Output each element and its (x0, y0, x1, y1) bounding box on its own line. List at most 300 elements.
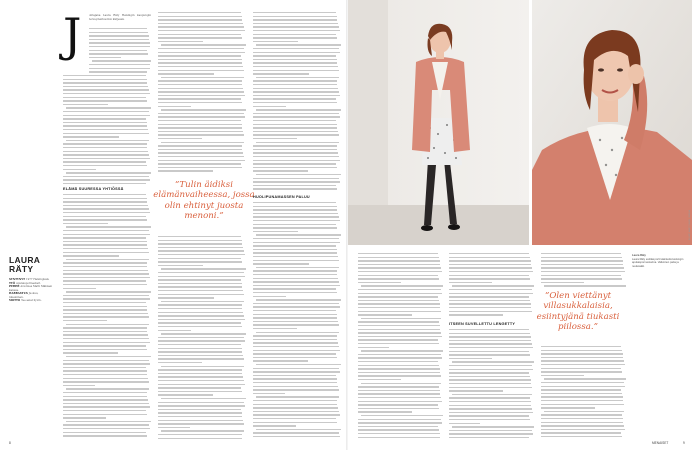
text-line (253, 314, 337, 315)
text-line (89, 28, 147, 29)
text-line (358, 296, 438, 297)
text-line (358, 264, 440, 265)
text-line (358, 253, 438, 254)
text-line (63, 158, 150, 159)
text-line (63, 270, 148, 271)
text-line (158, 124, 242, 125)
text-line (253, 213, 338, 214)
text-line (161, 109, 246, 110)
text-line (253, 37, 337, 38)
text-line (256, 234, 341, 235)
text-line (89, 57, 121, 58)
text-line (452, 285, 534, 286)
text-line (449, 433, 533, 434)
text-line (158, 16, 242, 17)
text-line (63, 331, 147, 332)
text-line (358, 332, 441, 333)
text-line (449, 289, 532, 290)
text-line (158, 12, 241, 13)
text-line (449, 401, 531, 402)
text-line (253, 432, 339, 433)
text-line (253, 127, 337, 128)
text-line (253, 167, 337, 168)
text-line (253, 274, 337, 275)
text-line (253, 102, 337, 103)
text-line (63, 234, 150, 235)
text-line (541, 400, 623, 401)
text-line (449, 423, 480, 424)
text-line (158, 66, 243, 67)
text-line (63, 104, 108, 105)
text-line (253, 342, 338, 343)
text-line (253, 278, 338, 279)
body-text-col-2-bottom (158, 236, 246, 439)
text-line (63, 280, 146, 281)
text-line (449, 260, 531, 261)
text-line (253, 335, 337, 336)
text-line (63, 414, 147, 415)
text-line (158, 330, 191, 331)
text-line (358, 437, 440, 438)
text-line (158, 362, 202, 363)
text-line (63, 334, 148, 335)
text-line (66, 226, 151, 227)
text-line (158, 409, 241, 410)
text-line (89, 46, 150, 47)
text-line (358, 314, 412, 315)
text-line (158, 243, 242, 244)
text-line (158, 416, 242, 417)
text-line (253, 52, 340, 53)
text-line (449, 405, 531, 406)
text-line (89, 32, 148, 33)
text-line (63, 284, 147, 285)
text-line (358, 354, 441, 355)
text-line (161, 366, 244, 367)
text-line (452, 426, 534, 427)
text-line (253, 160, 340, 161)
text-line (63, 417, 106, 418)
text-line (253, 350, 340, 351)
fact-text: Tee asiat hyvin. (21, 299, 42, 302)
body-text-col-5-top (449, 253, 534, 319)
text-line (541, 407, 595, 408)
text-line (253, 209, 337, 210)
text-line (256, 332, 339, 333)
text-line (253, 23, 338, 24)
text-line (253, 389, 339, 390)
text-line (256, 364, 341, 365)
text-line (66, 388, 149, 389)
body-text-col-1-cont (63, 194, 151, 439)
text-line (63, 352, 118, 353)
text-line (63, 399, 148, 400)
text-line (541, 422, 623, 423)
text-line (158, 412, 242, 413)
text-line (158, 62, 242, 63)
text-line (253, 116, 340, 117)
text-line (541, 418, 623, 419)
text-line (63, 266, 147, 267)
text-line (63, 432, 146, 433)
text-line (449, 397, 530, 398)
text-line (63, 136, 119, 137)
text-line (256, 174, 341, 175)
text-line (253, 371, 340, 372)
text-line (158, 261, 242, 262)
text-line (158, 134, 244, 135)
fact-item (9, 292, 53, 299)
fact-box (9, 256, 53, 303)
text-line (89, 42, 150, 43)
text-line (452, 361, 534, 362)
text-line (253, 436, 340, 437)
text-line (158, 434, 242, 435)
text-line (158, 380, 244, 381)
text-line (63, 194, 146, 195)
text-line (449, 293, 533, 294)
text-line (63, 360, 149, 361)
text-line (449, 271, 533, 272)
text-line (449, 383, 531, 384)
text-line (449, 296, 529, 297)
text-line (158, 52, 245, 53)
text-line (158, 276, 245, 277)
text-line (449, 303, 531, 304)
text-line (63, 320, 107, 321)
text-line (541, 432, 621, 433)
text-line (63, 255, 119, 256)
text-line (161, 430, 244, 431)
text-line (358, 401, 442, 402)
text-line (158, 138, 202, 139)
text-line (158, 304, 242, 305)
text-line (63, 327, 147, 328)
text-line (63, 129, 148, 130)
text-line (158, 95, 245, 96)
fact-text: Apulaispormestari. (15, 281, 41, 285)
text-line (541, 393, 622, 394)
text-line (358, 393, 440, 394)
text-line (253, 80, 337, 81)
text-line (358, 321, 439, 322)
text-line (358, 303, 440, 304)
text-line (66, 140, 149, 141)
text-line (158, 373, 242, 374)
text-line (63, 216, 146, 217)
text-line (253, 375, 336, 376)
text-line (358, 357, 442, 358)
text-line (449, 430, 532, 431)
text-line (253, 188, 337, 189)
text-line (63, 244, 147, 245)
page-number: 8 (9, 441, 11, 445)
text-line (358, 433, 440, 434)
text-line (544, 411, 624, 412)
text-line (63, 115, 150, 116)
magazine-name: MENAISET (652, 441, 669, 445)
text-line (158, 369, 242, 370)
fact-text: Juoksu, lukeminen. (9, 292, 39, 299)
text-line (449, 340, 531, 341)
text-line (449, 390, 503, 391)
text-line (158, 26, 244, 27)
text-line (158, 145, 242, 146)
text-line (63, 435, 147, 436)
text-line (158, 127, 242, 128)
text-line (361, 415, 443, 416)
text-line (449, 275, 529, 276)
text-line (158, 120, 241, 121)
photo-caption (632, 254, 684, 268)
text-line (541, 429, 625, 430)
text-line (158, 297, 214, 298)
text-line (161, 301, 244, 302)
text-line (63, 403, 149, 404)
fact-text: Aviomies Matti Mäkisen kanssa. (9, 285, 53, 292)
text-line (158, 315, 244, 316)
text-line (253, 70, 339, 71)
text-line (63, 241, 147, 242)
text-line (161, 142, 244, 143)
text-line (63, 428, 150, 429)
text-line (158, 387, 241, 388)
fact-item (9, 299, 53, 303)
text-line (253, 156, 339, 157)
text-line (253, 281, 339, 282)
text-line (449, 314, 503, 315)
text-line (449, 419, 530, 420)
text-line (253, 382, 337, 383)
text-line (158, 247, 243, 248)
text-line (158, 294, 244, 295)
text-line (449, 415, 529, 416)
text-line (253, 12, 336, 13)
text-line (158, 98, 241, 99)
text-line (256, 142, 339, 143)
text-line (63, 367, 146, 368)
text-line (253, 16, 337, 17)
text-line (253, 400, 337, 401)
text-line (161, 44, 246, 45)
text-line (361, 318, 441, 319)
text-line (89, 39, 149, 40)
text-line (63, 424, 149, 425)
text-line (63, 176, 149, 177)
body-text-col-6-bottom (541, 346, 626, 439)
text-line (63, 198, 147, 199)
text-line (253, 220, 340, 221)
text-line (358, 426, 438, 427)
text-line (541, 386, 625, 387)
text-line (358, 329, 440, 330)
text-line (158, 30, 245, 31)
text-line (253, 55, 336, 56)
text-line (158, 405, 245, 406)
text-line (158, 286, 242, 287)
text-line (449, 282, 492, 283)
text-line (253, 270, 337, 271)
text-line (63, 345, 146, 346)
text-line (63, 212, 150, 213)
text-line (449, 408, 532, 409)
text-line (358, 300, 439, 301)
text-line (541, 271, 625, 272)
text-line (158, 384, 245, 385)
text-line (253, 360, 308, 361)
text-line (63, 100, 147, 101)
text-line (253, 84, 337, 85)
text-line (158, 312, 243, 313)
text-line (63, 97, 146, 98)
text-line (541, 253, 621, 254)
body-paragraph: ohtajana Laura Räty Helsingin kaupungin terveydenhuollon kärjessä. (89, 14, 151, 21)
text-line (63, 381, 149, 382)
text-line (541, 264, 623, 265)
text-line (253, 306, 340, 307)
text-line (158, 351, 242, 352)
fact-text: 1977 Helsingissä. (25, 278, 50, 281)
text-line (358, 429, 439, 430)
text-line (158, 423, 244, 424)
text-line (63, 252, 149, 253)
text-line (63, 277, 150, 278)
text-line (158, 290, 243, 291)
text-line (358, 365, 439, 366)
text-line (63, 316, 149, 317)
text-line (358, 419, 441, 420)
text-line (541, 257, 622, 258)
text-line (253, 206, 337, 207)
text-line (158, 438, 242, 439)
text-line (256, 77, 339, 78)
text-line (253, 418, 336, 419)
text-line (92, 60, 151, 61)
text-line (158, 391, 242, 392)
section-heading: ELÄMÄ SUURESSA YHTIÖSSÄ (63, 187, 124, 191)
fact-item (9, 285, 53, 292)
text-line (253, 120, 336, 121)
text-line (449, 412, 533, 413)
text-line (253, 422, 337, 423)
text-line (253, 292, 337, 293)
text-line (358, 408, 439, 409)
text-line (541, 353, 623, 354)
text-line (541, 282, 584, 283)
text-line (544, 285, 626, 286)
text-line (358, 397, 441, 398)
text-line (89, 35, 149, 36)
text-line (449, 300, 530, 301)
text-line (253, 113, 339, 114)
body-text-col-5-bottom (449, 329, 534, 439)
text-line (253, 238, 339, 239)
text-line (253, 303, 339, 304)
text-line (358, 336, 442, 337)
text-line (544, 378, 626, 379)
text-line (253, 256, 338, 257)
text-line (158, 113, 244, 114)
text-line (253, 106, 286, 107)
text-line (358, 260, 440, 261)
text-line (158, 160, 245, 161)
text-line (256, 429, 341, 430)
text-line (158, 326, 242, 327)
text-line (449, 267, 532, 268)
text-line (358, 422, 442, 423)
text-line (253, 407, 338, 408)
text-line (161, 333, 246, 334)
text-line (253, 357, 337, 358)
text-line (449, 336, 531, 337)
text-line (541, 436, 622, 437)
text-line (158, 319, 245, 320)
text-line (358, 271, 442, 272)
text-line (358, 375, 441, 376)
text-line (63, 302, 146, 303)
dropcap-letter: J (63, 8, 82, 62)
text-line (63, 396, 147, 397)
text-line (158, 240, 242, 241)
text-line (541, 404, 624, 405)
body-text-col-4 (358, 253, 443, 439)
text-line (541, 364, 625, 365)
text-line (63, 122, 147, 123)
text-line (66, 324, 149, 325)
text-line (158, 106, 191, 107)
text-line (253, 131, 338, 132)
text-line (541, 350, 622, 351)
text-line (541, 267, 624, 268)
text-line (253, 66, 338, 67)
text-line (253, 59, 337, 60)
text-line (158, 394, 213, 395)
text-line (253, 26, 339, 27)
portrait-photo-closeup (532, 0, 692, 245)
text-line (449, 354, 530, 355)
text-line (253, 260, 339, 261)
text-line (66, 107, 151, 108)
text-line (253, 263, 309, 264)
text-line (449, 437, 529, 438)
text-line (541, 382, 624, 383)
text-line (158, 283, 242, 284)
text-line (63, 262, 147, 263)
text-line (158, 84, 242, 85)
text-line (158, 402, 244, 403)
text-line (253, 95, 340, 96)
text-line (358, 411, 412, 412)
text-line (256, 109, 341, 110)
text-line (161, 398, 246, 399)
text-line (63, 111, 149, 112)
text-line (63, 230, 149, 231)
text-line (253, 216, 339, 217)
text-line (253, 163, 336, 164)
text-line (253, 19, 337, 20)
text-line (358, 275, 438, 276)
text-line (541, 275, 621, 276)
text-line (63, 89, 149, 90)
fact-label: PERHE (9, 285, 21, 288)
text-line (158, 358, 244, 359)
text-line (89, 71, 147, 72)
text-line (541, 371, 622, 372)
text-line (66, 259, 149, 260)
text-line (253, 30, 340, 31)
photo-credit: KUVAT: KARTTUNEN / MEDIA (689, 209, 691, 240)
text-line (253, 346, 339, 347)
